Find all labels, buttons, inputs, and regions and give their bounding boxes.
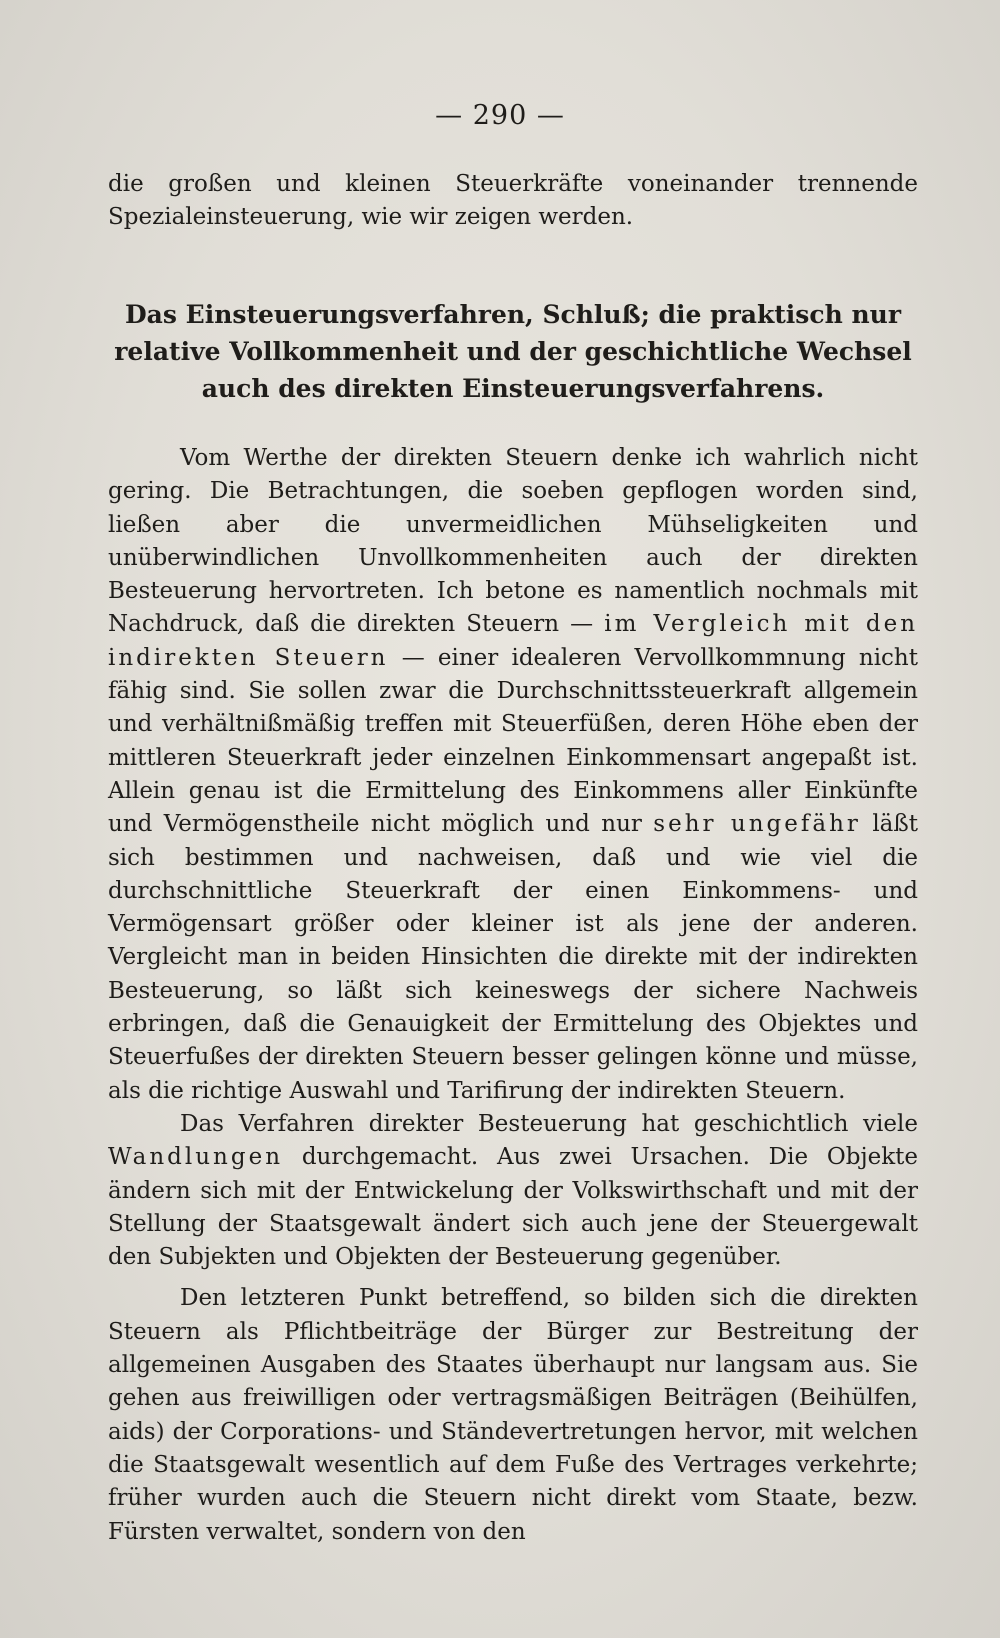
section-heading: Das Einsteuerungsverfahren, Schluß; die praktisch nur relative Vollkommenheit und der geschichtliche Wechsel auch des direkten Einsteuerungsverfahrens. (114, 300, 912, 403)
intro-paragraph: die großen und kleinen Steuerkräfte voneinander trennende Spezialeinsteuerung, wie wir zeigen werden. (108, 171, 918, 231)
emphasized-text: sehr ungefähr (653, 811, 861, 838)
emphasized-text: Wandlungen (108, 1144, 284, 1171)
paragraph-direct-taxes (108, 442, 918, 1108)
section-body-1 (108, 442, 918, 1108)
paragraph-text: Das Verfahren direkter Besteuerung hat geschichtlich viele (180, 1111, 918, 1137)
paragraph-procedure-changes (108, 1108, 918, 1274)
paragraph-text: durchgemacht. Aus zwei Ursachen. Die Objekte ändern sich mit der Entwickelung der Volkswirthschaft und mit der Stellung der Staatsgewalt ändert sich auch jene der Steuergewalt den Subjekten und Objekten der Besteuerung gegenüber. (108, 1144, 918, 1271)
intro-text (108, 168, 918, 235)
paragraph-text: Vom Werthe der direkten Steuern denke ich wahrlich nicht gering. Die Betrachtungen, die soeben gepflogen worden sind, ließen aber die unvermeidlichen Mühseligkeiten und unüberwindlichen Unvollkommenheiten auch der direkten Besteuerung hervortreten. Ich betone es namentlich nochmals mit Nachdruck, daß die direkten Steuern — (108, 445, 918, 638)
emphasized-text: im Vergleich mit den indirekten Steuern (108, 611, 919, 671)
paragraph-contributions: Den letzteren Punkt betreffend, so bilden sich die direkten Steuern als Pflichtbeiträge der Bürger zur Bestreitung der allgemeinen Ausgaben des Staates überhaupt nur langsam aus. Sie gehen aus freiwilligen oder vertragsmäßigen Beiträgen (Beihülfen, aids) der Corporations- und Ständevertretungen hervor, mit welchen die Staatsgewalt wesentlich auf dem Fuße des Vertrages verkehrte; früher wurden auch die Steuern nicht direkt vom Staate, bezw. Fürsten verwaltet, sondern von den (108, 1285, 918, 1545)
section-body-2 (108, 1108, 918, 1549)
paragraph-text: — einer idealeren Vervollkommnung nicht fähig sind. Sie sollen zwar die Durchschnittssteuerkraft allgemein und verhältnißmäßig treffen mit Steuerfüßen, deren Höhe eben der mittleren Steuerkraft jeder einzelnen Einkommensart angepaßt ist. Allein genau ist die Ermittelung des Einkommens aller Einkünfte und Vermögenstheile nicht möglich und nur (108, 644, 918, 838)
paragraph-text: läßt sich bestimmen und nachweisen, daß und wie viel die durchschnittliche Steuerkraft der einen Einkommens- und Vermögensart größer oder kleiner ist als jene der anderen. Vergleicht man in beiden Hinsichten die direkte mit der indirekten Besteuerung, so läßt sich keineswegs der sichere Nachweis erbringen, daß die Genauigkeit der Ermittelung des Objektes und Steuerfußes der direkten Steuern besser gelingen könne und müsse, als die richtige Auswahl und Tarifirung der indirekten Steuern. (108, 811, 918, 1104)
page-number: — 290 — (435, 100, 565, 131)
